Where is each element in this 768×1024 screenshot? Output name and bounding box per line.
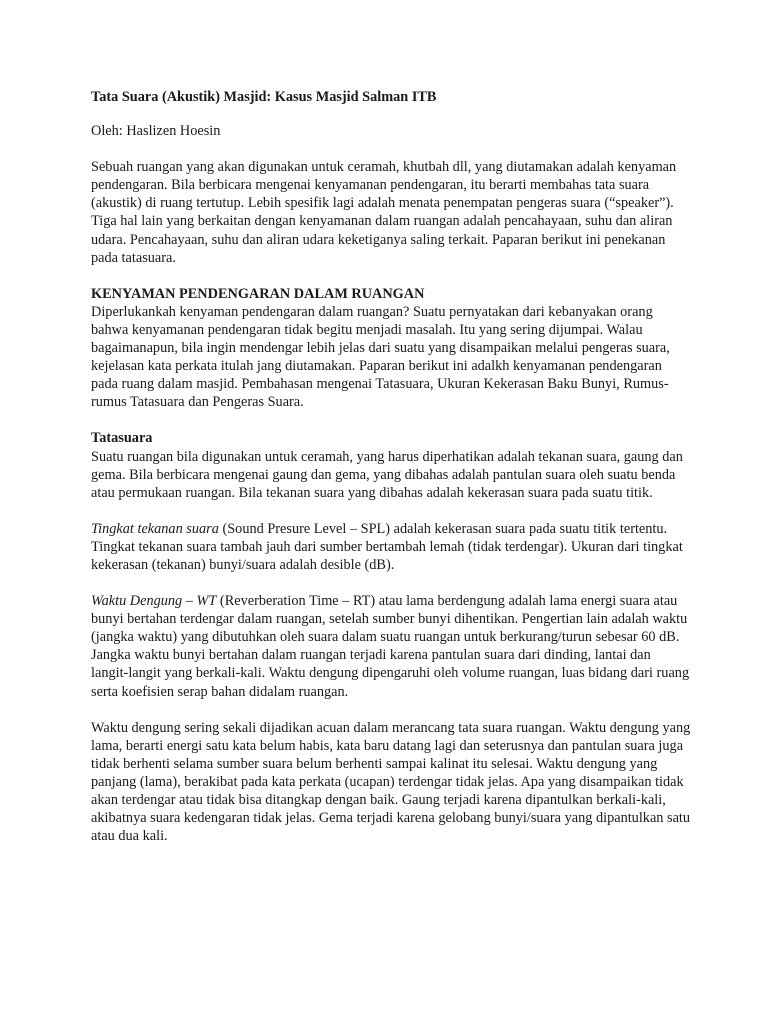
section-paragraph-tatasuara: Suatu ruangan bila digunakan untuk ceramah, yang harus diperhatikan adalah tekanan suara, gaung dan gema. Bila berbicara mengenai gaung dan gema, yang dibahas adalah pantulan suara oleh suatu benda atau permukaan ruangan. Bila tekanan suara yang dibahas adalah kekerasan suara pada suatu titik.: [91, 448, 683, 501]
paragraph-spl: [91, 520, 691, 574]
section-heading-tatasuara: Tatasuara: [91, 430, 153, 447]
text-spl: (Sound Presure Level – SPL) adalah kekerasan suara pada suatu titik tertentu. Tingkat tekanan suara tambah jauh dari sumber bertambah lemah (tidak terdengar). Ukuran dari tingkat kekerasan (tekanan) bunyi/suara adalah desible (dB).: [91, 520, 683, 573]
intro-paragraph: Sebuah ruangan yang akan digunakan untuk ceramah, khutbah dll, yang diutamakan adalah kenyaman pendengaran. Bila berbicara mengenai kenyamanan pendengaran, itu berarti membahas tata suara (akustik) di ruang tertutup. Lebih spesifik lagi adalah menata penempatan pengeras suara (“speaker”). Tiga hal lain yang berkaitan dengan kenyamanan dalam ruangan adalah pencahayaan, suhu dan aliran udara. Pencahayaan, suhu dan aliran udara keketiganya saling terkait. Paparan berikut ini penekanan pada tatasuara.: [91, 159, 677, 266]
author-line: Oleh: Haslizen Hoesin: [91, 123, 221, 140]
paragraph-reverberation: [91, 592, 691, 701]
section-heading-kenyaman: KENYAMAN PENDENGARAN DALAM RUANGAN: [91, 285, 425, 302]
term-spl: Tingkat tekanan suara: [91, 520, 219, 537]
paragraph-closing: Waktu dengung sering sekali dijadikan acuan dalam merancang tata suara ruangan. Waktu dengung yang lama, berarti energi satu kata belum habis, kata baru datang lagi dan seterusnya dan pantulan suara juga tidak berhenti selama sumber suara belum berhenti sampai kalinat itu selesai. Waktu dengung yang panjang (lama), berakibat pada kata perkata (ucapan) terdengar tidak jelas. Apa yang disampaikan tidak akan terdengar atau tidak bisa ditangkap dengan baik. Gaung terjadi karena dipantulkan berkali-kali, akibatnya suara kedengaran tidak jelas. Gema terjadi karena gelobang bunyi/suara yang dipantulkan satu atau dua kali.: [91, 719, 691, 845]
term-reverberation: Waktu Dengung – WT: [91, 593, 217, 610]
document-body: [91, 88, 691, 863]
document-title: Tata Suara (Akustik) Masjid: Kasus Masjid Salman ITB: [91, 89, 437, 105]
text-reverberation: (Reverberation Time – RT) atau lama berdengung adalah lama energi suara atau bunyi bertahan terdengar dalam ruangan, setelah sumber bunyi dihentikan. Pengertian lain adalah waktu (jangka waktu) yang dibutuhkan oleh suara dalam suatu ruangan untuk berkurang/turun sebesar 60 dB. Jangka waktu bunyi bertahan dalam ruangan terjadi karena pantulan suara dari dinding, lantai dan langit-langit yang berkali-kali. Waktu dengung dipengaruhi oleh volume ruangan, luas bidang dari ruang serta koefisien serap bahan didalam ruangan.: [91, 593, 690, 700]
section-paragraph-kenyaman: Diperlukankah kenyaman pendengaran dalam ruangan? Suatu pernyatakan dari kebanyakan orang bahwa kenyamanan pendengaran tidak begitu menjadi masalah. Itu yang sering dijumpai. Walau bagaimanapun, bila ingin mendengar lebih jelas dari suatu yang disampaikan melalui pengeras suara, kejelasan kata perkata itulah jang diutamakan. Paparan berikut ini adalkh kenyamanan pendengaran pada ruang dalam masjid. Pembahasan mengenai Tatasuara, Ukuran Kekerasan Baku Bunyi, Rumus-rumus Tatasuara dan Pengeras Suara.: [91, 303, 670, 411]
